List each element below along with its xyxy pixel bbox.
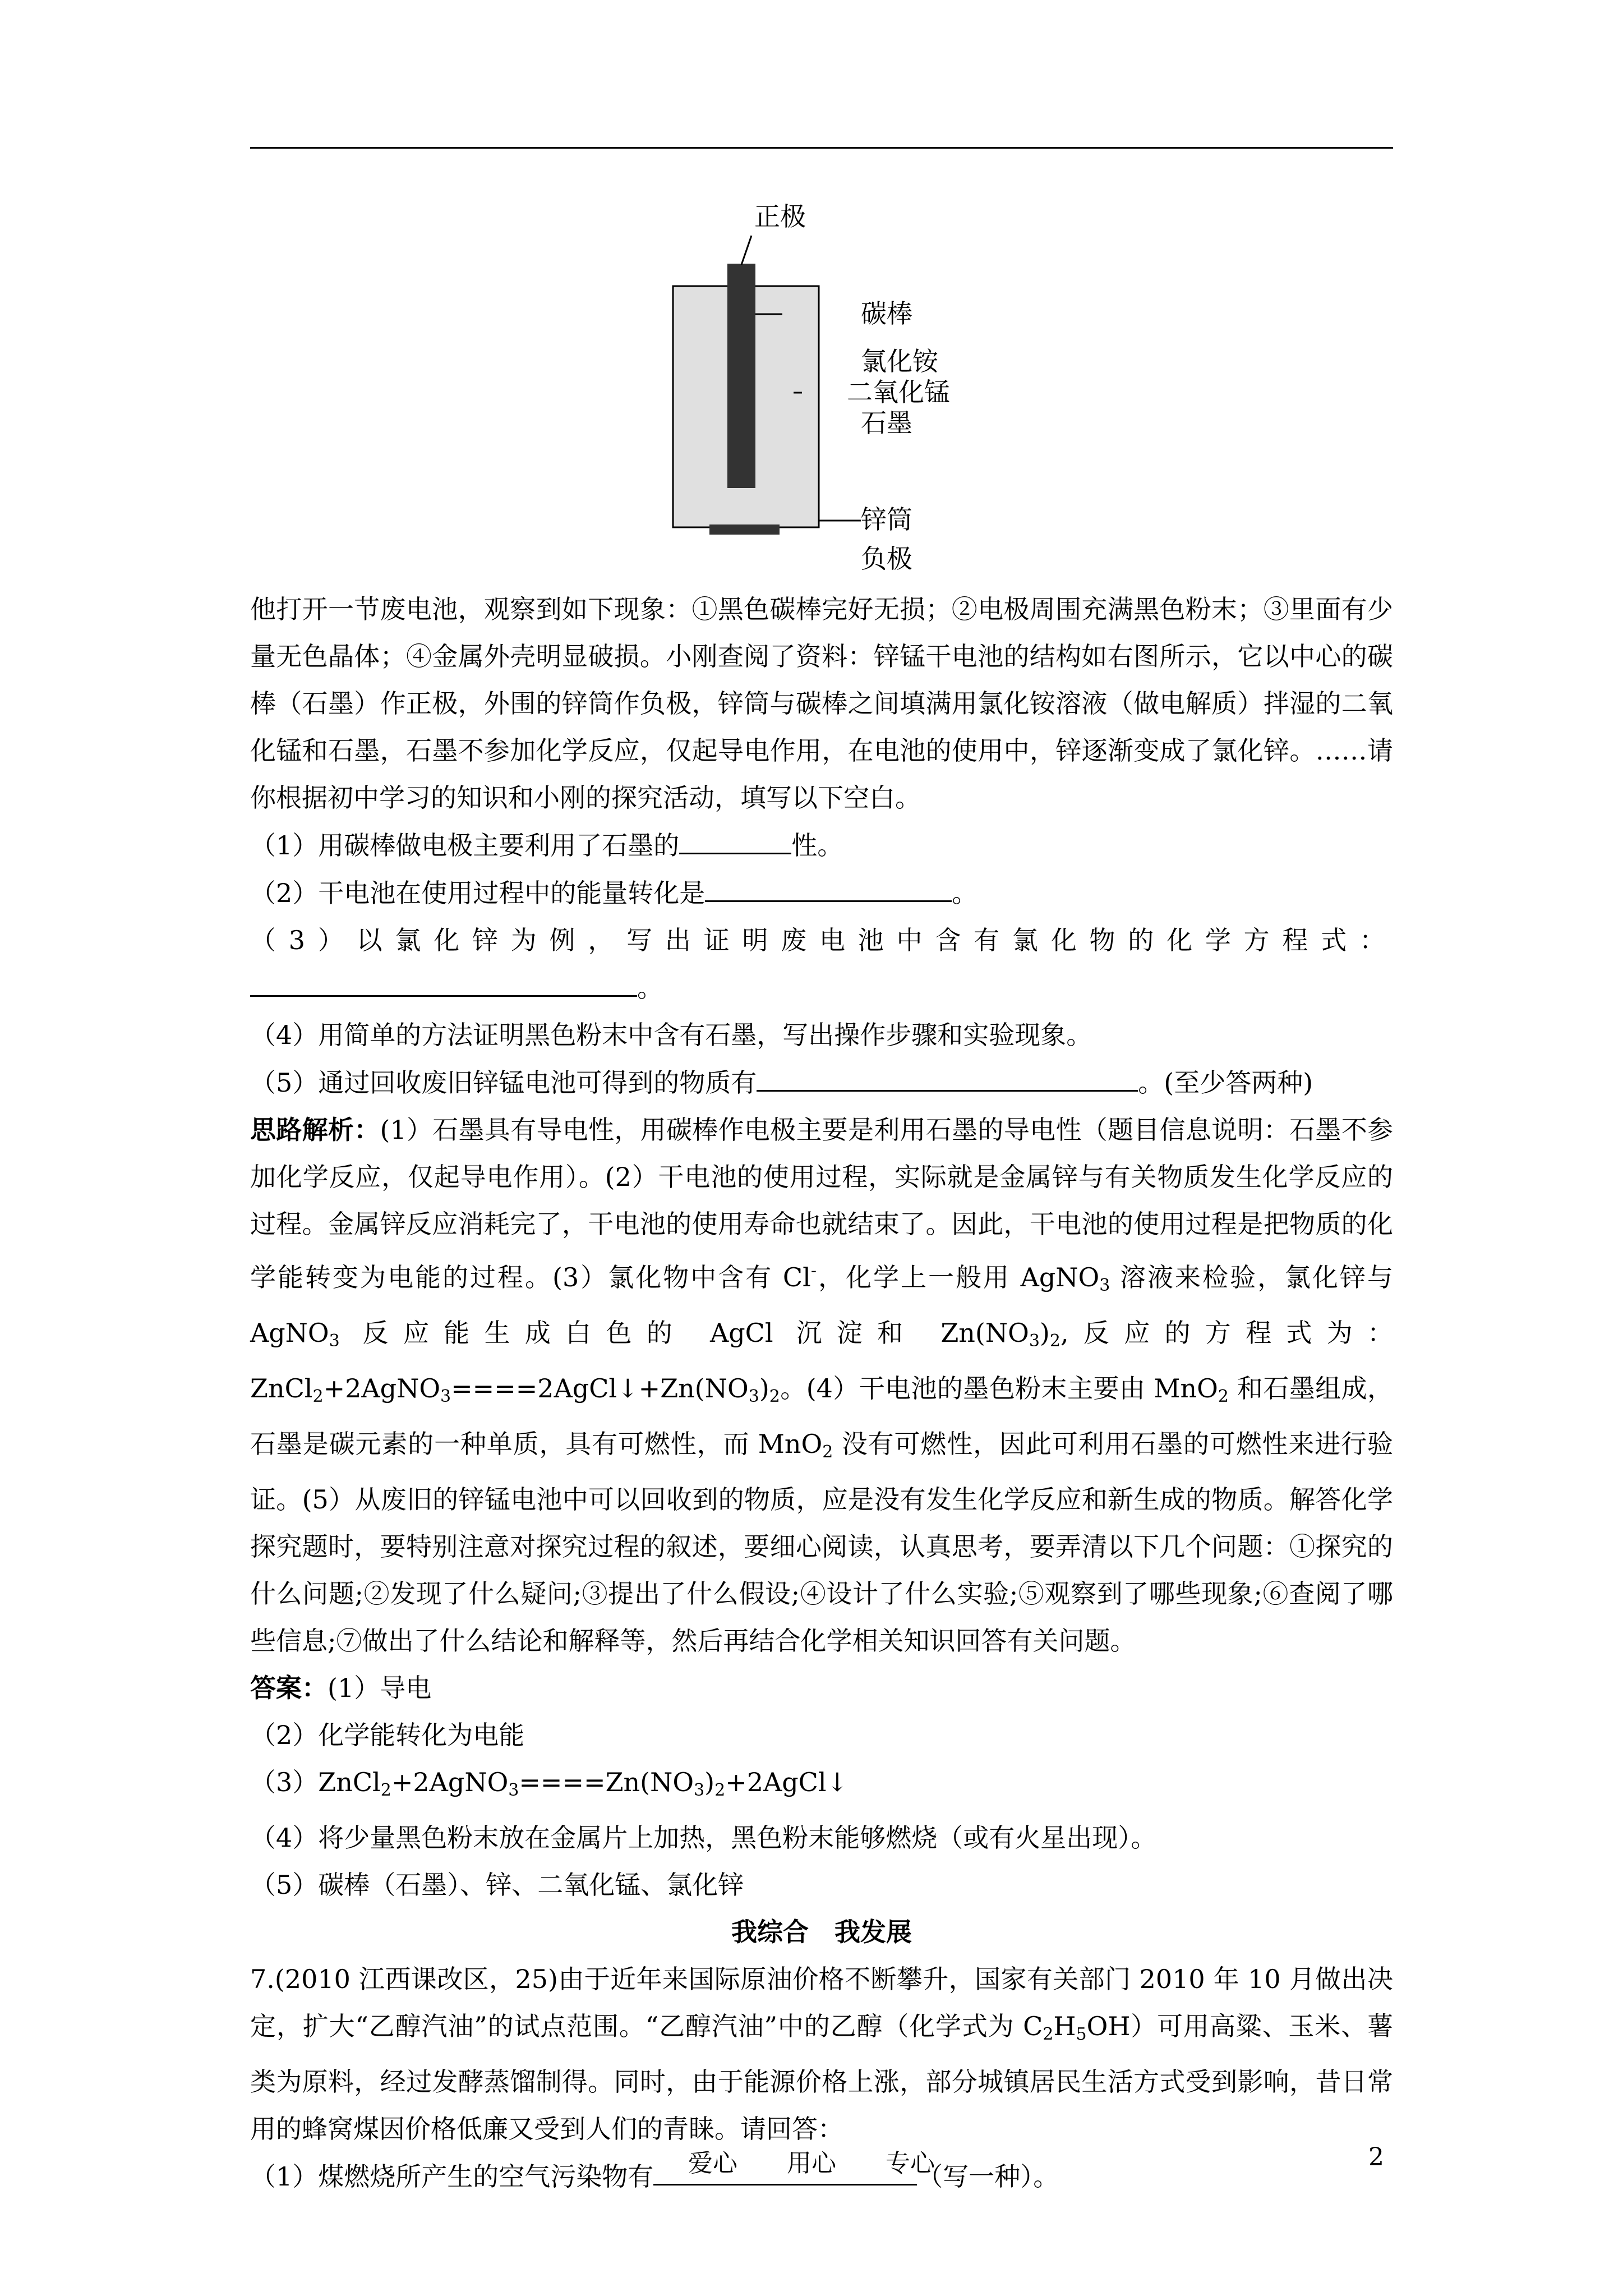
answer-5: （5）碳棒（石墨）、锌、二氧化锰、氯化锌: [250, 1870, 744, 1900]
question-5: [250, 1059, 1393, 1106]
answer-blank-1[interactable]: [679, 821, 791, 854]
battery-diagram: [667, 202, 981, 583]
question-2-text: （2）干电池在使用过程中的能量转化是: [250, 878, 706, 908]
label-zinc-can: 锌筒: [861, 504, 912, 535]
analysis-text-7: +2AgNO: [323, 1373, 441, 1404]
question-2: [250, 869, 1393, 917]
question-7-sub: 5: [1076, 2024, 1087, 2044]
answer-3: [250, 1759, 1393, 1814]
carbon-rod: [727, 264, 755, 488]
header-rule: [250, 147, 1393, 149]
answer-1-text: (1）导电: [328, 1673, 432, 1703]
question-3: （3）以氯化锌为例，写出证明废电池中含有氯化物的化学方程式：: [250, 925, 1393, 955]
analysis-sub: 2: [1218, 1387, 1229, 1406]
answer-3-sub: 3: [694, 1780, 705, 1800]
analysis-text-8: ====2AgCl↓+Zn(NO: [451, 1373, 749, 1404]
question-1-suffix: 性。: [791, 830, 843, 861]
main-content: [250, 586, 1393, 2200]
answer-label: 答案：: [250, 1673, 328, 1703]
analysis-text-2: ，化学上一般用 AgNO: [816, 1262, 1100, 1292]
analysis-sub: 2: [1049, 1331, 1061, 1351]
analysis-sub: 2: [312, 1387, 324, 1406]
question-7-sub-1-text: （1）煤燃烧所产生的空气污染物有: [250, 2161, 654, 2192]
analysis-paragraph: [250, 1106, 1393, 1664]
answer-2: （2）化学能转化为电能: [250, 1720, 525, 1750]
question-7-sub: 2: [1043, 2024, 1054, 2044]
footer-motto: 爱心 用心 专心: [688, 2149, 935, 2178]
question-5-suffix: 。(至少答两种): [1138, 1068, 1313, 1098]
analysis-sub: 3: [440, 1387, 451, 1406]
answer-3-text-2: +2AgNO: [391, 1767, 509, 1797]
analysis-text-4: 反应能生成白色的 AgCl 沉淀和 Zn(NO: [339, 1318, 1029, 1348]
answer-blank-2[interactable]: [705, 869, 952, 902]
analysis-sub: 3: [329, 1331, 340, 1351]
analysis-sup: -: [810, 1261, 817, 1281]
analysis-text-9: ): [759, 1373, 769, 1404]
question-2-suffix: 。: [952, 878, 978, 908]
question-3-suffix: 。: [637, 973, 663, 1003]
question-5-text: （5）通过回收废旧锌锰电池可得到的物质有: [250, 1068, 757, 1098]
analysis-text-3: 溶液来检验，氯化锌与 AgNO: [250, 1262, 1394, 1348]
answer-3-text-5: +2AgCl↓: [725, 1767, 849, 1797]
question-1: [250, 821, 1393, 869]
positive-leader: [741, 236, 751, 265]
label-manganese-dioxide: 二氧化锰: [847, 377, 950, 407]
answer-1: [250, 1664, 1393, 1711]
analysis-sub: 2: [769, 1387, 780, 1406]
analysis-text-11: 和石墨组成，石墨是碳元素的一种单质，具有可燃性，而 MnO: [250, 1373, 1394, 1459]
question-7-sub-1-suffix: （写一种）。: [917, 2161, 1059, 2192]
analysis-text-1: (1）石墨具有导电性，用碳棒作电极主要是利用石墨的导电性（题目信息说明：石墨不参加化学反应，仅起导电作用）。(2）干电池的使用过程，实际就是金属锌与有关物质发生化学反应的过程。金属锌反应消耗完了，干电池的使用寿命也就结束了。因此，干电池的使用过程是把物质的化学能转变为电能的过程。(3）氯化物中含有 Cl: [250, 1115, 1394, 1292]
question-1-text: （1）用碳棒做电极主要利用了石墨的: [250, 830, 680, 861]
label-negative: 负极: [861, 544, 912, 574]
answer-3-sub: 3: [508, 1780, 519, 1800]
analysis-label: 思路解析：: [250, 1115, 380, 1145]
page-footer: [0, 2143, 1623, 2177]
section-title: 我综合 我发展: [731, 1917, 912, 1947]
analysis-sub: 3: [1099, 1276, 1110, 1295]
answer-3-text-1: （3）ZnCl: [250, 1767, 381, 1797]
question-7-text-2: H: [1053, 2011, 1076, 2041]
answer-blank-3[interactable]: [250, 964, 637, 997]
page-number: 2: [1368, 2143, 1384, 2171]
answer-3-sub: 2: [714, 1780, 726, 1800]
question-3-line2: [250, 964, 1393, 1011]
answer-3-text-4: ): [704, 1767, 715, 1797]
analysis-sub: 3: [748, 1387, 759, 1406]
label-ammonium-chloride: 氯化铵: [861, 346, 938, 376]
negative-terminal: [709, 524, 780, 535]
label-carbon-rod: 碳棒: [861, 298, 912, 329]
analysis-text-6: ,反应的方程式为：ZnCl: [250, 1318, 1394, 1404]
label-graphite: 石墨: [861, 408, 912, 438]
analysis-sub: 3: [1029, 1331, 1040, 1351]
question-4: （4）用简单的方法证明黑色粉末中含有石墨，写出操作步骤和实验现象。: [250, 1020, 1092, 1050]
analysis-text-5: ): [1039, 1318, 1050, 1348]
analysis-sub: 2: [822, 1442, 833, 1462]
intro-paragraph: 他打开一节废电池，观察到如下现象：①黑色碳棒完好无损；②电极周围充满黑色粉末；③里面有少量无色晶体；④金属外壳明显破损。小刚查阅了资料：锌锰干电池的结构如右图所示，它以中心的碳棒（石墨）作正极，外围的锌筒作负极，锌筒与碳棒之间填满用氯化铵溶液（做电解质）拌湿的二氧化锰和石墨，石墨不参加化学反应，仅起导电作用，在电池的使用中，锌逐渐变成了氯化锌。……请你根据初中学习的知识和小刚的探究活动，填写以下空白。: [250, 594, 1393, 813]
question-7-text-1: 7.(2010 江西课改区，25)由于近年来国际原油价格不断攀升，国家有关部门 2010 年 10 月做出决定，扩大“乙醇汽油”的试点范围。“乙醇汽油”中的乙醇（化学式为 C: [250, 1964, 1393, 2041]
answer-blank-5[interactable]: [757, 1059, 1138, 1092]
analysis-text-10: 。(4）干电池的墨色粉末主要由 MnO: [780, 1373, 1218, 1404]
question-7: [250, 1955, 1393, 2152]
analysis-text-12: 没有可燃性，因此可利用石墨的可燃性来进行验证。(5）从废旧的锌锰电池中可以回收到的物质，应是没有发生化学反应和新生成的物质。解答化学探究题时，要特别注意对探究过程的叙述，要细心阅读，认真思考，要弄清以下几个问题：①探究的什么问题;②发现了什么疑问;③提出了什么假设;④设计了什么实验;⑤观察到了哪些现象;⑥查阅了哪些信息;⑦做出了什么结论和解释等，然后再结合化学相关知识回答有关问题。: [250, 1429, 1394, 1656]
answer-3-sub: 2: [380, 1780, 391, 1800]
question-7-text-3: OH）可用高粱、玉米、薯类为原料，经过发酵蒸馏制得。同时，由于能源价格上涨，部分城镇居民生活方式受到影响，昔日常用的蜂窝煤因价格低廉又受到人们的青睐。请回答：: [250, 2011, 1394, 2144]
answer-4: （4）将少量黑色粉末放在金属片上加热，黑色粉末能够燃烧（或有火星出现）。: [250, 1823, 1157, 1853]
answer-3-text-3: ====Zn(NO: [519, 1767, 694, 1797]
label-positive: 正极: [754, 202, 806, 232]
